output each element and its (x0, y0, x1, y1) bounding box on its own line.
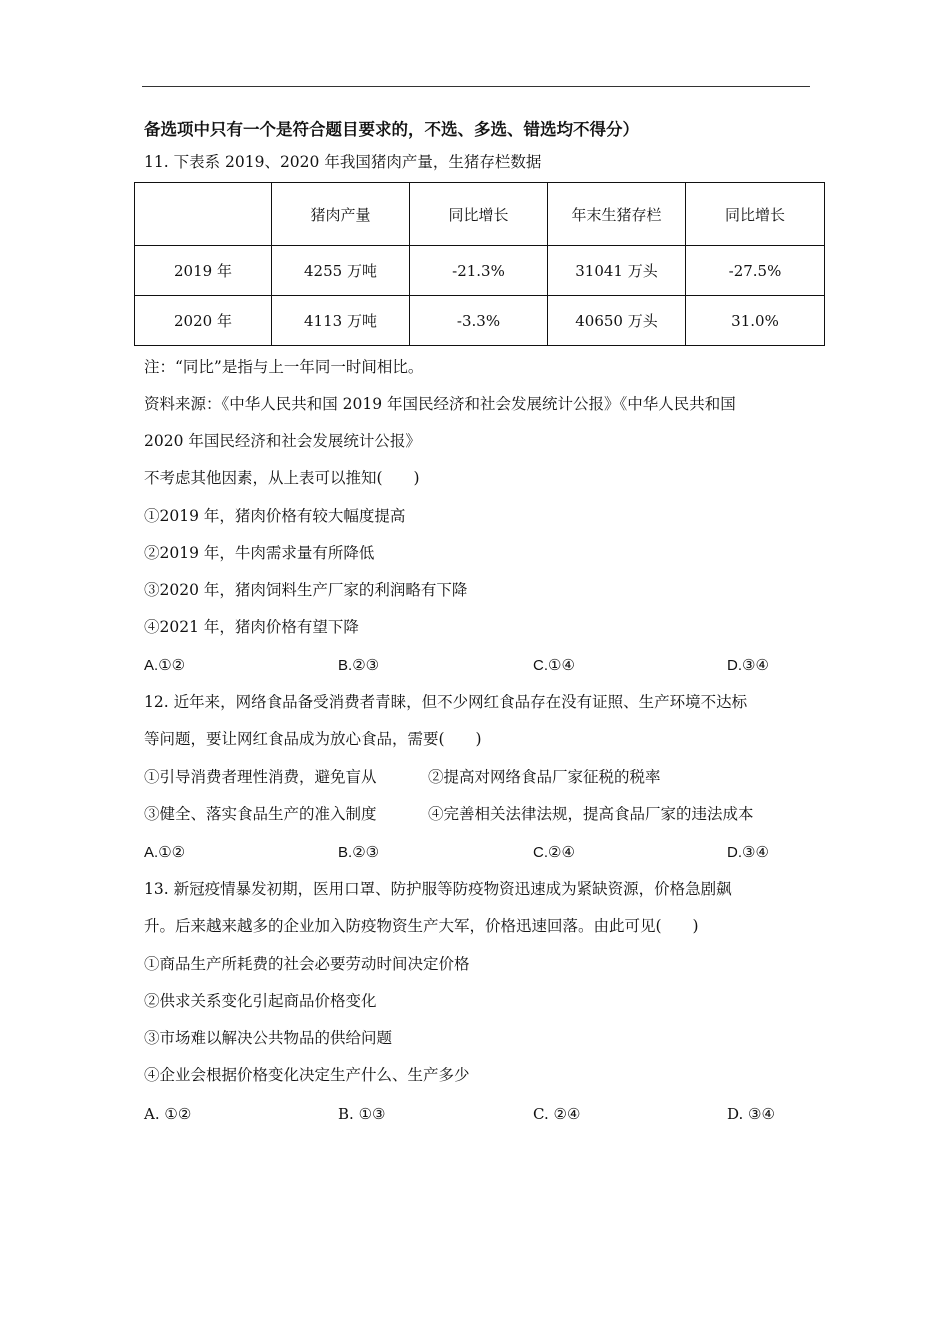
q11-statement-4: ④2021 年，猪肉价格有望下降 (144, 618, 359, 636)
table-header-cell (135, 183, 272, 246)
q12-option-c[interactable]: C.②④ (533, 843, 575, 861)
q11-source-line-2: 2020 年国民经济和社会发展统计公报》 (144, 432, 421, 450)
q12-statement-4: ④完善相关法律法规，提高食品厂家的违法成本 (428, 805, 754, 823)
q13-statement-2: ②供求关系变化引起商品价格变化 (144, 992, 377, 1010)
q13-stem-line-2: 升。后来越来越多的企业加入防疫物资生产大军，价格迅速回落。由此可见( ) (144, 917, 699, 935)
section-instruction: 备选项中只有一个是符合题目要求的，不选、多选、错选均不得分） (144, 120, 639, 139)
q13-stem-line-1: 13. 新冠疫情暴发初期，医用口罩、防护服等防疫物资迅速成为紧缺资源，价格急剧飙 (144, 880, 732, 898)
table-header-cell: 猪肉产量 (272, 183, 410, 246)
q13-statement-3: ③市场难以解决公共物品的供给问题 (144, 1029, 393, 1047)
table-cell: -21.3% (410, 246, 548, 296)
table-row (135, 246, 825, 296)
table-cell: -3.3% (410, 296, 548, 346)
q12-option-b[interactable]: B.②③ (338, 843, 380, 861)
table-cell: 31.0% (686, 296, 825, 346)
table-cell: -27.5% (686, 246, 825, 296)
table-header-cell: 同比增长 (686, 183, 825, 246)
q13-option-a[interactable]: A. ①② (144, 1105, 192, 1123)
q11-option-c[interactable]: C.①④ (533, 656, 575, 674)
table-cell: 4113 万吨 (272, 296, 410, 346)
q12-option-a[interactable]: A.①② (144, 843, 186, 861)
table-cell: 40650 万头 (548, 296, 686, 346)
q11-statement-1: ①2019 年，猪肉价格有较大幅度提高 (144, 507, 406, 525)
table-cell: 2020 年 (135, 296, 272, 346)
q13-statement-1: ①商品生产所耗费的社会必要劳动时间决定价格 (144, 955, 470, 973)
q11-source-line-1: 资料来源：《中华人民共和国 2019 年国民经济和社会发展统计公报》《中华人民共和国 (144, 395, 736, 413)
q11-option-d[interactable]: D.③④ (727, 656, 769, 674)
q11-option-a[interactable]: A.①② (144, 656, 186, 674)
q11-stem: 11. 下表系 2019、2020 年我国猪肉产量，生猪存栏数据 (144, 153, 542, 171)
table-cell: 2019 年 (135, 246, 272, 296)
q12-stem-line-2: 等问题，要让网红食品成为放心食品，需要( ) (144, 730, 482, 748)
table-header-cell: 年末生猪存栏 (548, 183, 686, 246)
table-row (135, 296, 825, 346)
q12-option-d[interactable]: D.③④ (727, 843, 769, 861)
q11-statement-3: ③2020 年，猪肉饲料生产厂家的利润略有下降 (144, 581, 468, 599)
q13-option-d[interactable]: D. ③④ (727, 1105, 775, 1123)
pork-data-table (134, 182, 825, 346)
table-cell: 4255 万吨 (272, 246, 410, 296)
table-header-cell: 同比增长 (410, 183, 548, 246)
q12-stem-line-1: 12. 近年来，网络食品备受消费者青睐，但不少网红食品存在没有证照、生产环境不达标 (144, 693, 748, 711)
q11-prompt: 不考虑其他因素，从上表可以推知( ) (144, 469, 420, 487)
q13-statement-4: ④企业会根据价格变化决定生产什么、生产多少 (144, 1066, 470, 1084)
q12-statement-2: ②提高对网络食品厂家征税的税率 (428, 768, 661, 786)
q12-statement-1: ①引导消费者理性消费，避免盲从 (144, 768, 377, 786)
table-header-row (135, 183, 825, 246)
q11-option-b[interactable]: B.②③ (338, 656, 380, 674)
header-rule (142, 86, 810, 87)
table-cell: 31041 万头 (548, 246, 686, 296)
q13-option-b[interactable]: B. ①③ (338, 1105, 386, 1123)
q11-note: 注：“同比”是指与上一年同一时间相比。 (144, 358, 424, 376)
q13-option-c[interactable]: C. ②④ (533, 1105, 581, 1123)
q12-statement-3: ③健全、落实食品生产的准入制度 (144, 805, 377, 823)
q11-statement-2: ②2019 年，牛肉需求量有所降低 (144, 544, 375, 562)
